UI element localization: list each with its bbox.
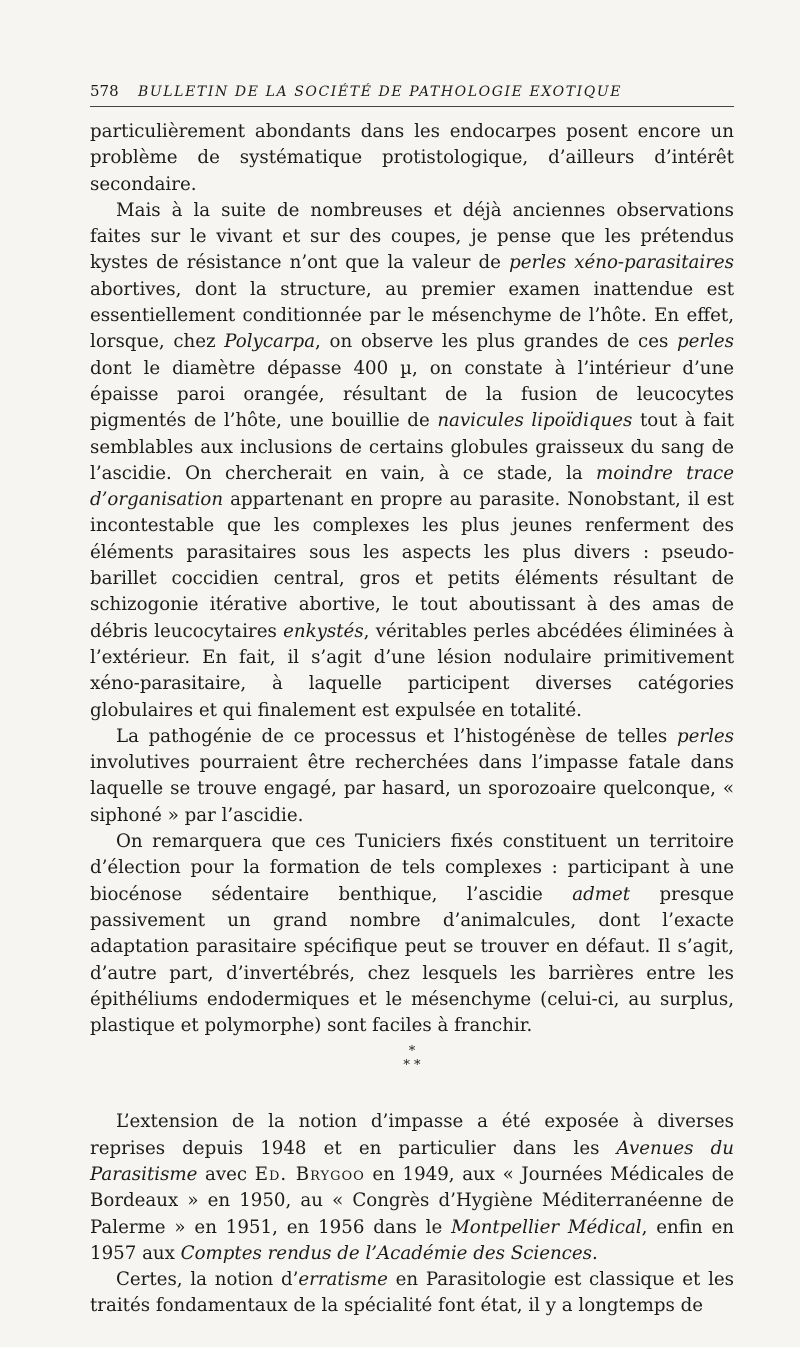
paragraph-6 [90, 1267, 734, 1320]
text-run: . [591, 1242, 598, 1264]
text-run: Certes, la notion d’ [116, 1269, 299, 1291]
paragraph-3 [90, 724, 734, 829]
text-run: appartenant en propre au parasite. Nonobstant, il est incontestable que les complexes les plus jeunes renferment des éléments parasitaires sous les aspects les plus divers : pseudo-barillet coccidien central, gros et petits éléments résultant de schizogonie itérative abortive, le tout aboutissant à des amas de débris leucocytaires [90, 489, 734, 642]
text-run: tout à fait semblables aux inclusions de certains globules graisseux du sang de l’ascidie. On chercherait en vain, à ce stade, la [90, 410, 735, 484]
italic-term: admet [572, 883, 631, 905]
asterism-bottom: * * [403, 1058, 421, 1074]
text-run: avec [197, 1163, 255, 1185]
italic-title: Avenues du Parasitisme [90, 1137, 734, 1185]
italic-term: perles xéno-parasitaires [509, 252, 734, 274]
italic-genus: Polycarpa [224, 331, 316, 353]
paragraph-1-text: particulièrement abondants dans les endocarpes posent encore un problème de systématique protistologique, d’ailleurs d’intérêt secondaire. [90, 121, 734, 195]
italic-term: enkystés [283, 620, 364, 642]
italic-term: navicules lipoïdiques [437, 410, 633, 432]
text-run: dont le diamètre dépasse 400 µ, on constate à l’intérieur d’une épaisse paroi orangée, résultant de la fusion de leucocytes pigmentés de l’hôte, une bouillie de [90, 357, 734, 432]
italic-term: perles [676, 331, 734, 353]
italic-term: moindre trace d’organisation [90, 462, 734, 511]
text-run: , on observe les plus grandes de ces [315, 331, 677, 353]
italic-term: erratisme [298, 1269, 388, 1291]
running-header [90, 82, 734, 107]
text-run: Mais à la suite de nombreuses et déjà anciennes observations faites sur le vivant et sur des coupes, je pense que les prétendus kystes de résistance n’ont que la valeur de [90, 199, 734, 274]
paragraph-1 [90, 119, 734, 198]
italic-title: Comptes rendus de l’Académie des Sciences [180, 1242, 592, 1264]
italic-title: Montpellier Médical [451, 1216, 642, 1238]
text-run: abortives, dont la structure, au premier examen inattendue est essentiellement conditionnée par le mésenchyme de l’hôte. En effet, lorsque, chez [90, 278, 734, 353]
text-run: presque passivement un grand nombre d’animalcules, dont l’exacte adaptation parasitaire spécifique peut se trouver en défaut. Il s’agit, d’autre part, d’invertébrés, chez lesquels les barrières entre les épithéliums endodermiques et le mésenchyme (celui-ci, au surplus, plastique et polymorphe) sont faciles à franchir. [90, 883, 734, 1037]
journal-title: BULLETIN DE LA SOCIÉTÉ DE PATHOLOGIE EXOTIQUE [138, 84, 623, 100]
page-number: 578 [90, 82, 119, 100]
paragraph-5 [90, 1109, 734, 1267]
text-run: involutives pourraient être recherchées dans l’impasse fatale dans laquelle se trouve engagé, par hasard, un sporozoaire quelconque, « siphoné » par l’ascidie. [90, 752, 734, 826]
text-run: On remarquera que ces Tuniciers fixés constituent un territoire d’élection pour la formation de tels complexes : participant à une biocénose sédentaire benthique, l’ascidie [90, 831, 734, 905]
text-run: en 1949, aux « Journées Médicales de Bordeaux » en 1950, au « Congrès d’Hygiène Méditerranéenne de Palerme » en 1951, en 1956 dans le [90, 1163, 734, 1238]
asterism-top: * [408, 1044, 416, 1060]
author-name: Ed. Brygoo [254, 1163, 365, 1185]
text-run: L’extension de la notion d’impasse a été exposée à diverses reprises depuis 1948 et en particulier dans les [90, 1111, 734, 1159]
paragraph-4 [90, 829, 734, 1039]
paragraph-2 [90, 198, 734, 724]
text-run: , véritables perles abcédées éliminées à l’extérieur. En fait, il s’agit d’une lésion nodulaire primitivement xéno-parasitaire, à laquelle participent diverses catégories globulaires et qui finalement est expulsée en totalité. [90, 620, 734, 721]
text-run: La pathogénie de ce processus et l’histogénèse de telles [116, 725, 677, 747]
italic-term: perles [676, 725, 734, 747]
article-body [90, 119, 734, 1320]
section-asterism [90, 1045, 734, 1073]
text-run: en Parasitologie est classique et les traités fondamentaux de la spécialité font état, il y a longtemps de [90, 1269, 734, 1317]
text-run: , enfin en 1957 aux [90, 1216, 734, 1264]
